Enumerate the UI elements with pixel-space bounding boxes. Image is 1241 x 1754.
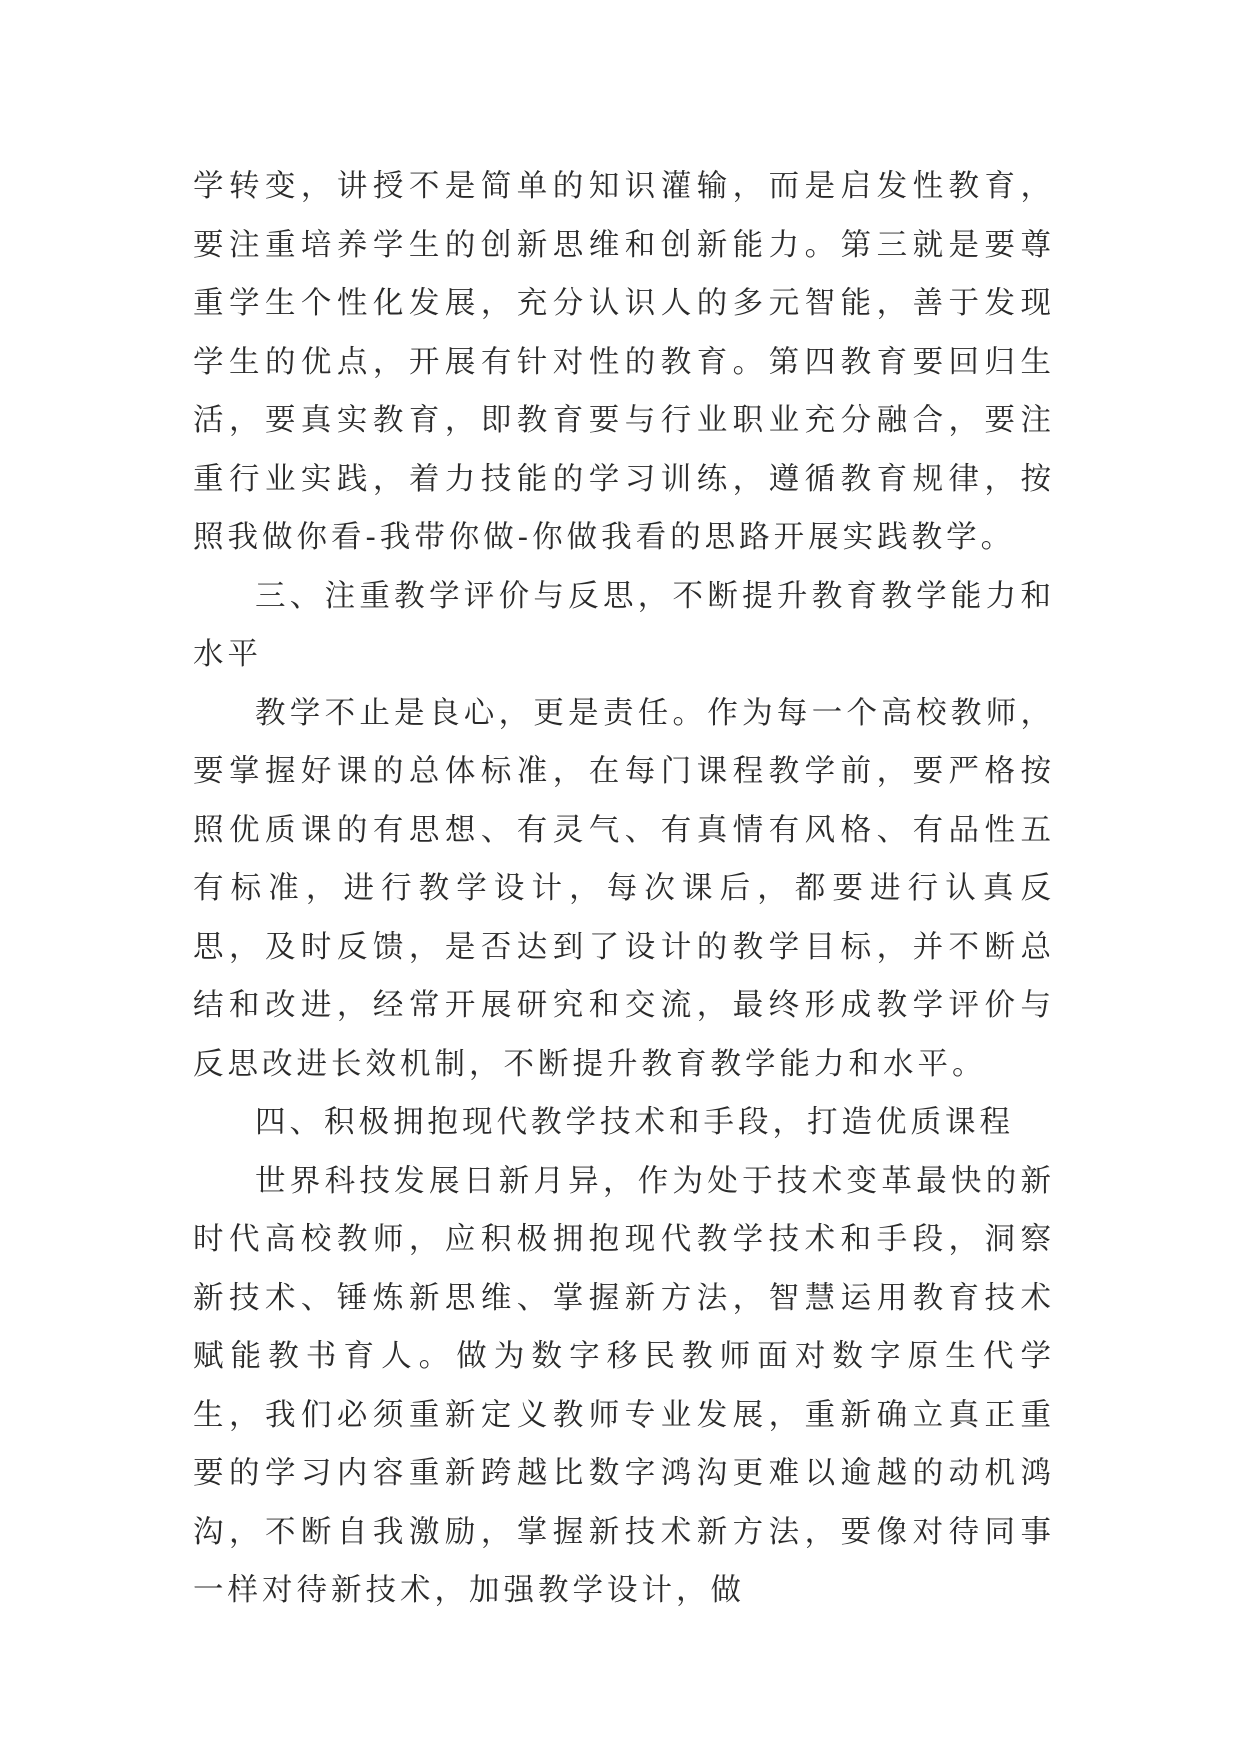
paragraph-modern-technology: 世界科技发展日新月异，作为处于技术变革最快的新时代高校教师，应积极拥抱现代教学技术和手段，洞察新技术、锤炼新思维、掌握新方法，智慧运用教育技术赋能教书育人。做为数字移民教师面对数字原生代学生，我们必须重新定义教师专业发展，重新确立真正重要的学习内容重新跨越比数字鸿沟更难以逾越的动机鸿沟，不断自我激励，掌握新技术新方法，要像对待同事一样对待新技术，加强教学设计，做	[193, 1163, 1055, 1608]
section-heading-four: 四、积极拥抱现代教学技术和手段，打造优质课程	[255, 1105, 1014, 1140]
paragraph-teaching-responsibility: 教学不止是良心，更是责任。作为每一个高校教师，要掌握好课的总体标准，在每门课程教学前，要严格按照优质课的有思想、有灵气、有真情有风格、有品性五有标准，进行教学设计，每次课后，都要进行认真反思，及时反馈，是否达到了设计的教学目标，并不断总结和改进，经常开展研究和交流，最终形成教学评价与反思改进长效机制，不断提升教育教学能力和水平。	[193, 695, 1055, 1082]
document-body	[193, 158, 1055, 1621]
paragraph-continuation: 学转变，讲授不是简单的知识灌输，而是启发性教育，要注重培养学生的创新思维和创新能力。第三就是要尊重学生个性化发展，充分认识人的多元智能，善于发现学生的优点，开展有针对性的教育。第四教育要回归生活，要真实教育，即教育要与行业职业充分融合，要注重行业实践，着力技能的学习训练，遵循教育规律，按照我做你看-我带你做-你做我看的思路开展实践教学。	[193, 169, 1055, 555]
section-heading-three: 三、注重教学评价与反思，不断提升教育教学能力和水平	[193, 578, 1055, 672]
